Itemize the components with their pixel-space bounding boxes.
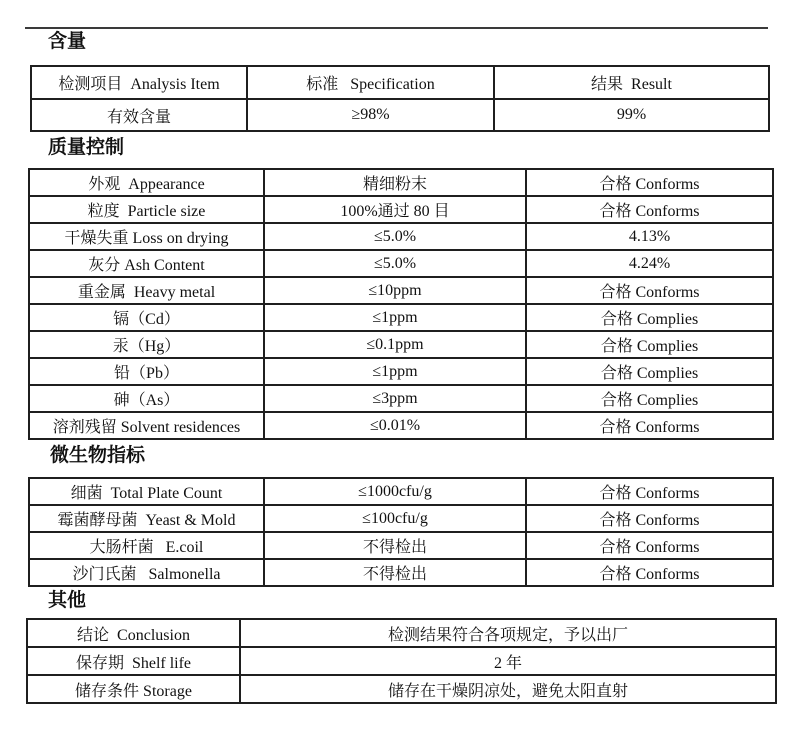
cell-result: 合格 Conforms xyxy=(526,412,773,439)
cell-value: 检测结果符合各项规定，予以出厂 xyxy=(240,619,776,647)
cell-result: 合格 Conforms xyxy=(526,277,773,304)
cell-item: 有效含量 xyxy=(31,99,247,131)
table-row xyxy=(29,412,773,439)
cell-item: 重金属 Heavy metal xyxy=(29,277,264,304)
table-row xyxy=(31,99,769,131)
table-row xyxy=(29,277,773,304)
cell-item: 沙门氏菌 Salmonella xyxy=(29,559,264,586)
header-analysis-item: 检测项目 Analysis Item xyxy=(31,66,247,99)
cell-result: 合格 Conforms xyxy=(526,505,773,532)
cell-spec: ≤0.1ppm xyxy=(264,331,526,358)
cell-item: 砷（As） xyxy=(29,385,264,412)
cell-value: 2 年 xyxy=(240,647,776,675)
microbiology-table xyxy=(28,477,774,587)
cell-value: 储存在干燥阴凉处，避免太阳直射 xyxy=(240,675,776,703)
cell-item: 干燥失重 Loss on drying xyxy=(29,223,264,250)
table-row xyxy=(29,169,773,196)
cell-spec: ≤1ppm xyxy=(264,304,526,331)
other-table xyxy=(26,618,777,704)
cell-result: 合格 Conforms xyxy=(526,532,773,559)
section-title-other: 其他 xyxy=(48,590,87,611)
cell-result: 4.13% xyxy=(526,223,773,250)
header-result: 结果 Result xyxy=(494,66,769,99)
cell-result: 合格 Complies xyxy=(526,331,773,358)
section-title-quality-control: 质量控制 xyxy=(48,137,125,158)
table-header-row xyxy=(31,66,769,99)
cell-result: 合格 Conforms xyxy=(526,196,773,223)
table-row xyxy=(27,647,776,675)
cell-spec: ≤1000cfu/g xyxy=(264,478,526,505)
table-row xyxy=(27,675,776,703)
table-row xyxy=(29,358,773,385)
cell-item: 汞（Hg） xyxy=(29,331,264,358)
cell-spec: 100%通过 80 目 xyxy=(264,196,526,223)
cell-spec: ≥98% xyxy=(247,99,494,131)
cell-result: 合格 Conforms xyxy=(526,169,773,196)
cell-spec: ≤100cfu/g xyxy=(264,505,526,532)
cell-result: 合格 Complies xyxy=(526,304,773,331)
table-row xyxy=(27,619,776,647)
cell-spec: ≤10ppm xyxy=(264,277,526,304)
cell-item: 细菌 Total Plate Count xyxy=(29,478,264,505)
cell-result: 合格 Conforms xyxy=(526,559,773,586)
table-row xyxy=(29,331,773,358)
cell-item: 结论 Conclusion xyxy=(27,619,240,647)
cell-result: 合格 Conforms xyxy=(526,478,773,505)
section-title-microbiology: 微生物指标 xyxy=(50,445,146,466)
quality-control-table xyxy=(28,168,774,440)
cell-result: 合格 Complies xyxy=(526,385,773,412)
table-row xyxy=(29,505,773,532)
table-row xyxy=(29,385,773,412)
cell-item: 铅（Pb） xyxy=(29,358,264,385)
cell-item: 溶剂残留 Solvent residences xyxy=(29,412,264,439)
cell-result: 99% xyxy=(494,99,769,131)
cell-item: 保存期 Shelf life xyxy=(27,647,240,675)
cell-item: 外观 Appearance xyxy=(29,169,264,196)
assay-table xyxy=(30,65,770,132)
cell-spec: ≤5.0% xyxy=(264,223,526,250)
cell-spec: 不得检出 xyxy=(264,532,526,559)
cell-spec: 精细粉末 xyxy=(264,169,526,196)
top-divider-line xyxy=(25,27,768,29)
cell-item: 镉（Cd） xyxy=(29,304,264,331)
section-title-assay: 含量 xyxy=(48,31,87,52)
cell-item: 粒度 Particle size xyxy=(29,196,264,223)
cell-item: 储存条件 Storage xyxy=(27,675,240,703)
table-row xyxy=(29,196,773,223)
table-row xyxy=(29,223,773,250)
table-row xyxy=(29,532,773,559)
cell-item: 灰分 Ash Content xyxy=(29,250,264,277)
cell-item: 大肠杆菌 E.coil xyxy=(29,532,264,559)
cell-result: 4.24% xyxy=(526,250,773,277)
table-row xyxy=(29,478,773,505)
cell-item: 霉菌酵母菌 Yeast & Mold xyxy=(29,505,264,532)
table-row xyxy=(29,559,773,586)
cell-spec: ≤0.01% xyxy=(264,412,526,439)
cell-spec: 不得检出 xyxy=(264,559,526,586)
cell-spec: ≤5.0% xyxy=(264,250,526,277)
table-row xyxy=(29,304,773,331)
header-specification: 标准 Specification xyxy=(247,66,494,99)
cell-spec: ≤1ppm xyxy=(264,358,526,385)
table-row xyxy=(29,250,773,277)
cell-spec: ≤3ppm xyxy=(264,385,526,412)
cell-result: 合格 Complies xyxy=(526,358,773,385)
